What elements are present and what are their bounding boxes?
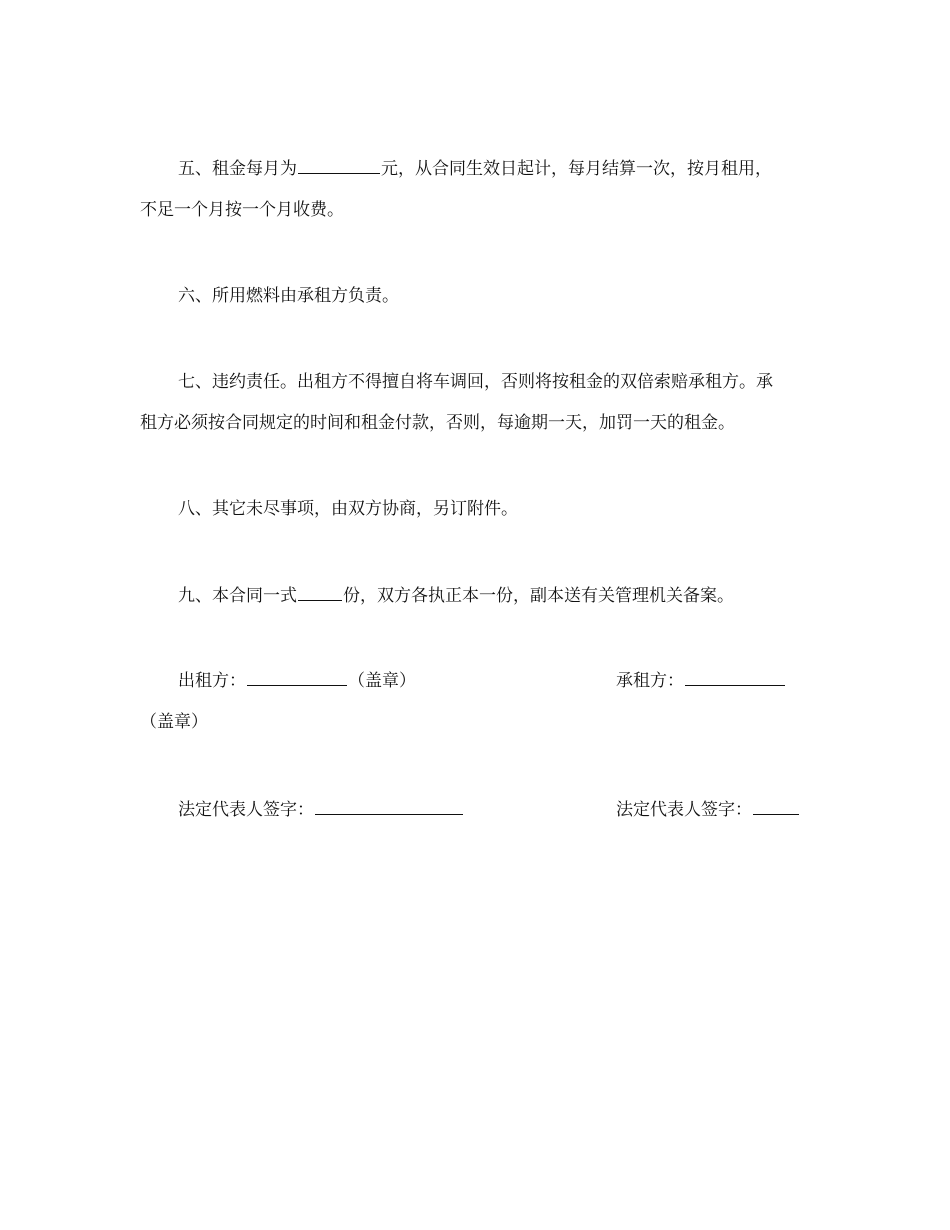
clause-5-line-1 bbox=[140, 155, 868, 179]
lessor-name-blank bbox=[247, 667, 347, 686]
clause-7-text-a: 七、违约责任。出租方不得擅自将车调回，否则将按租金的双倍索赔承租方。承 bbox=[178, 372, 773, 392]
lessee-label: 承租方： bbox=[616, 671, 684, 691]
clause-5-line-2 bbox=[140, 198, 830, 222]
lessor-label: 出租方： bbox=[178, 671, 246, 691]
lessee-representative-row bbox=[616, 796, 800, 820]
clause-7-line-1 bbox=[140, 370, 868, 394]
lessee-seal-row bbox=[140, 710, 830, 734]
lessee-representative-label: 法定代表人签字： bbox=[616, 800, 752, 820]
clause-5-text-a: 五、租金每月为 bbox=[178, 159, 297, 179]
clause-8-text: 八、其它未尽事项，由双方协商，另订附件。 bbox=[178, 499, 518, 519]
lessor-seal: （盖章） bbox=[348, 671, 416, 691]
clause-5-text-c: 不足一个月按一个月收费。 bbox=[140, 200, 344, 220]
clause-9-text-a: 九、本合同一式 bbox=[178, 586, 297, 606]
clause-7-text-b: 租方必须按合同规定的时间和租金付款，否则，每逾期一天，加罚一天的租金。 bbox=[140, 413, 735, 433]
lessee-signature-row bbox=[616, 667, 786, 691]
lessor-representative-blank bbox=[315, 796, 463, 815]
clause-8 bbox=[140, 497, 868, 521]
clause-5-text-b: 元，从合同生效日起计，每月结算一次，按月租用， bbox=[381, 159, 772, 179]
lessee-name-blank bbox=[685, 667, 785, 686]
clause-7-line-2 bbox=[140, 411, 830, 435]
lessee-seal: （盖章） bbox=[140, 712, 208, 732]
lessor-representative-label: 法定代表人签字： bbox=[178, 800, 314, 820]
clause-6-text: 六、所用燃料由承租方负责。 bbox=[178, 286, 399, 306]
rent-amount-blank bbox=[298, 155, 380, 174]
copies-count-blank bbox=[298, 582, 342, 601]
lessee-representative-blank bbox=[753, 796, 799, 815]
clause-9 bbox=[140, 582, 868, 606]
clause-9-text-b: 份，双方各执正本一份，副本送有关管理机关备案。 bbox=[343, 586, 734, 606]
clause-6 bbox=[140, 284, 868, 308]
